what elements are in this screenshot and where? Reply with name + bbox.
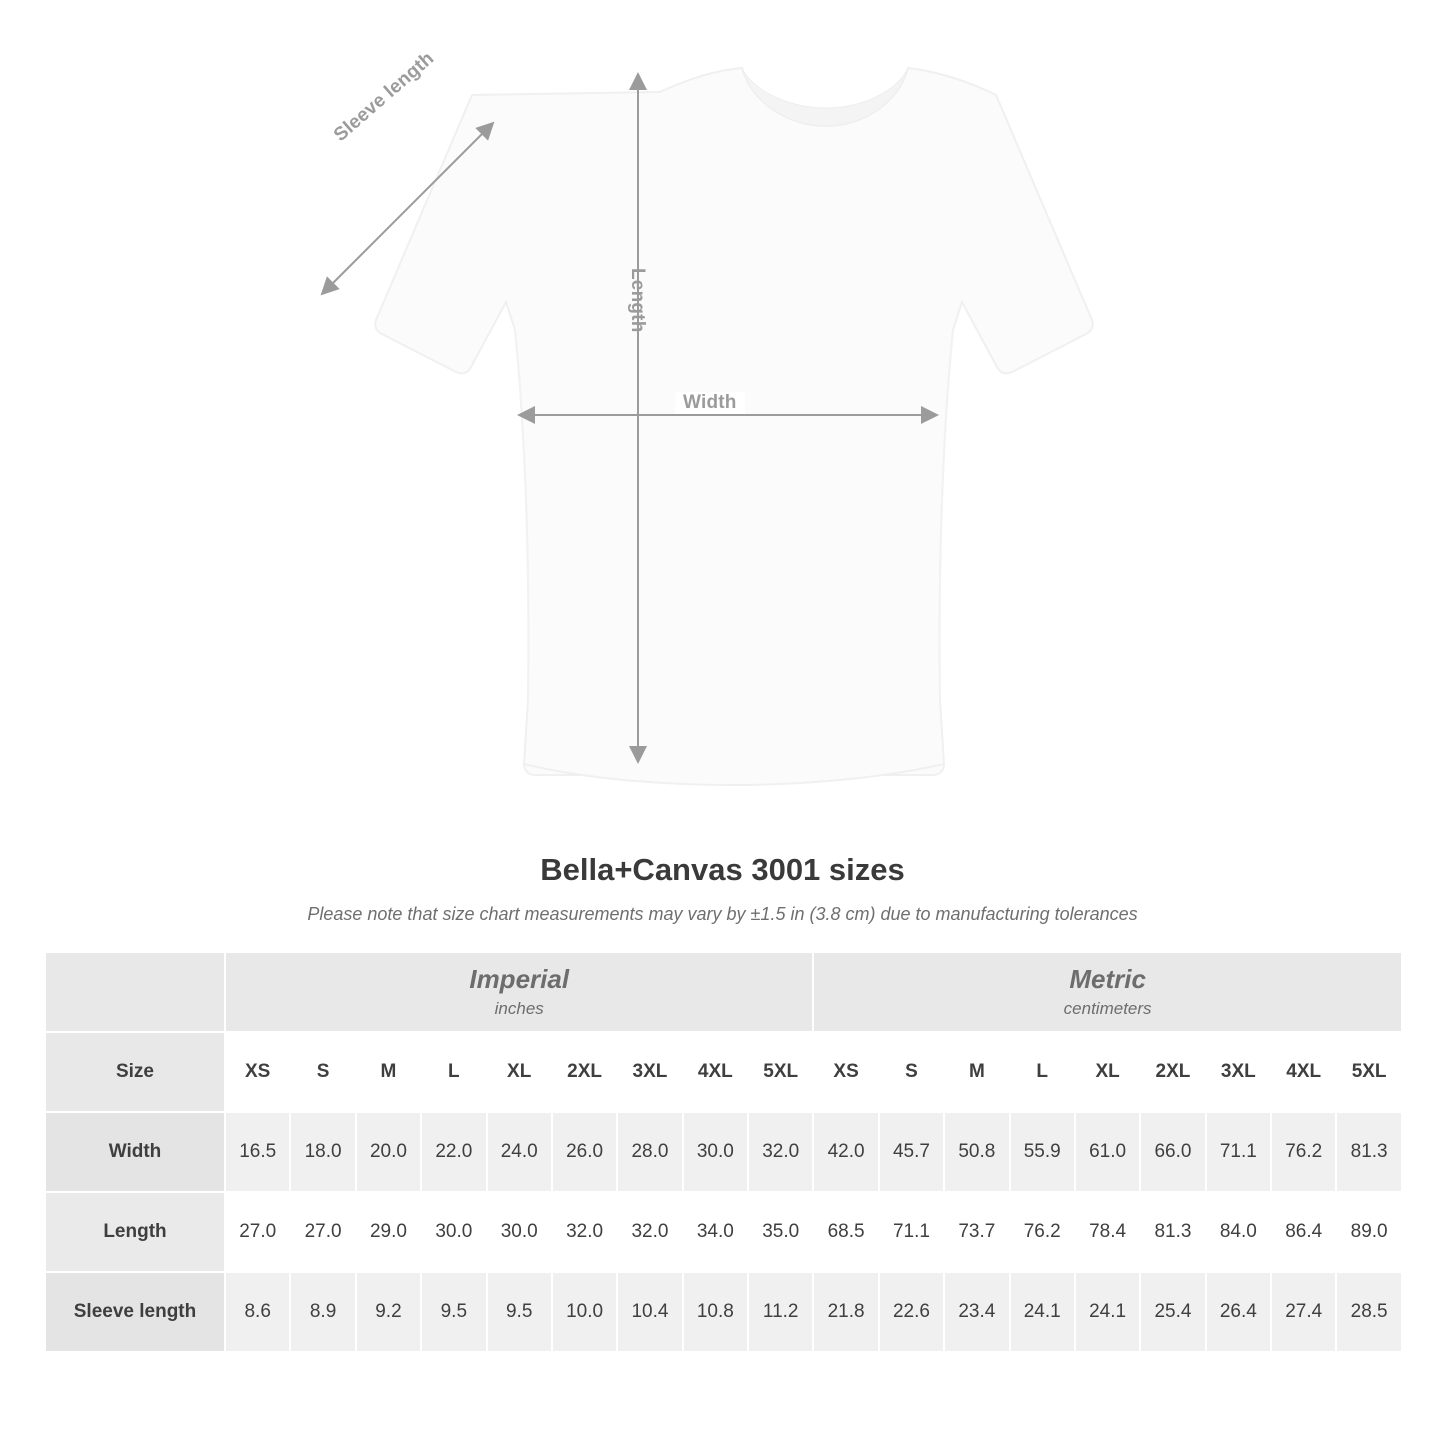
size-table-wrapper: [44, 951, 1401, 1353]
measurement-cell: 18.0: [290, 1112, 355, 1192]
measurement-cell: 22.0: [421, 1112, 486, 1192]
measurement-cell: 76.2: [1271, 1112, 1336, 1192]
measurement-cell: 55.9: [1010, 1112, 1075, 1192]
measurement-cell: 10.8: [683, 1272, 748, 1352]
measurement-cell: 86.4: [1271, 1192, 1336, 1272]
measurement-cell: 29.0: [356, 1192, 421, 1272]
measurement-cell: 71.1: [1206, 1112, 1271, 1192]
measurement-cell: 11.2: [748, 1272, 813, 1352]
measurement-cell: 30.0: [683, 1112, 748, 1192]
measurement-cell: 61.0: [1075, 1112, 1140, 1192]
measurement-cell: 28.0: [617, 1112, 682, 1192]
width-label: Width: [675, 392, 745, 414]
measurement-cell: 20.0: [356, 1112, 421, 1192]
measurement-cell: 35.0: [748, 1192, 813, 1272]
measurement-cell: 22.6: [879, 1272, 944, 1352]
unit-header-row: [45, 952, 1402, 1032]
size-column-header: 4XL: [683, 1032, 748, 1112]
size-row-header: Size: [45, 1032, 225, 1112]
length-label: Length: [627, 268, 648, 333]
measurement-cell: 78.4: [1075, 1192, 1140, 1272]
measurement-cell: 89.0: [1336, 1192, 1401, 1272]
measurement-cell: 68.5: [813, 1192, 878, 1272]
measurement-cell: 10.4: [617, 1272, 682, 1352]
measurement-cell: 32.0: [552, 1192, 617, 1272]
measurement-cell: 34.0: [683, 1192, 748, 1272]
measurement-cell: 71.1: [879, 1192, 944, 1272]
measurement-cell: 9.5: [421, 1272, 486, 1352]
measurement-cell: 66.0: [1140, 1112, 1205, 1192]
measurement-cell: 8.6: [225, 1272, 290, 1352]
title-block: [0, 852, 1445, 925]
unit-group-imperial-sub: inches: [494, 998, 544, 1018]
size-column-header: 3XL: [617, 1032, 682, 1112]
size-column-header: L: [421, 1032, 486, 1112]
measurement-cell: 73.7: [944, 1192, 1009, 1272]
unit-group-metric-sub: centimeters: [1063, 998, 1152, 1018]
unit-group-metric: [813, 952, 1401, 1032]
measurement-cell: 27.0: [290, 1192, 355, 1272]
measurement-cell: 42.0: [813, 1112, 878, 1192]
unit-group-imperial-name: Imperial: [469, 964, 570, 994]
measurement-cell: 32.0: [748, 1112, 813, 1192]
table-row: [45, 1192, 1402, 1272]
measurement-row-header: Sleeve length: [45, 1272, 225, 1352]
measurement-cell: 81.3: [1140, 1192, 1205, 1272]
measurement-row-header: Length: [45, 1192, 225, 1272]
measurement-cell: 9.2: [356, 1272, 421, 1352]
size-column-header: XS: [225, 1032, 290, 1112]
measurement-cell: 16.5: [225, 1112, 290, 1192]
size-column-header: XL: [487, 1032, 552, 1112]
measurement-cell: 26.0: [552, 1112, 617, 1192]
measurement-cell: 30.0: [487, 1192, 552, 1272]
unit-group-metric-name: Metric: [1069, 964, 1146, 994]
size-column-header: 5XL: [748, 1032, 813, 1112]
size-column-header: 3XL: [1206, 1032, 1271, 1112]
tshirt-shape: [375, 68, 1093, 785]
page-title: Bella+Canvas 3001 sizes: [540, 852, 905, 887]
sleeve-length-label: Sleeve length: [330, 47, 439, 146]
size-table-body: [45, 1112, 1402, 1352]
measurement-cell: 76.2: [1010, 1192, 1075, 1272]
measurement-cell: 25.4: [1140, 1272, 1205, 1352]
size-column-header: S: [879, 1032, 944, 1112]
size-column-header: M: [944, 1032, 1009, 1112]
measurement-cell: 26.4: [1206, 1272, 1271, 1352]
table-row: [45, 1112, 1402, 1192]
size-column-header: L: [1010, 1032, 1075, 1112]
measurement-cell: 30.0: [421, 1192, 486, 1272]
measurement-cell: 27.0: [225, 1192, 290, 1272]
measurement-cell: 32.0: [617, 1192, 682, 1272]
unit-header-corner: [45, 952, 225, 1032]
measurement-cell: 21.8: [813, 1272, 878, 1352]
size-column-header: 2XL: [552, 1032, 617, 1112]
size-column-header: XL: [1075, 1032, 1140, 1112]
measurement-cell: 24.0: [487, 1112, 552, 1192]
size-column-header: S: [290, 1032, 355, 1112]
size-table: [44, 951, 1403, 1353]
size-column-header: M: [356, 1032, 421, 1112]
measurement-cell: 24.1: [1010, 1272, 1075, 1352]
measurement-row-header: Width: [45, 1112, 225, 1192]
measurement-cell: 27.4: [1271, 1272, 1336, 1352]
size-column-header: 2XL: [1140, 1032, 1205, 1112]
size-column-header: 5XL: [1336, 1032, 1401, 1112]
tolerance-note: Please note that size chart measurements may vary by ±1.5 in (3.8 cm) due to manufacturing tolerances: [307, 904, 1138, 924]
measurement-cell: 9.5: [487, 1272, 552, 1352]
size-header-row: [45, 1032, 1402, 1112]
size-column-header: 4XL: [1271, 1032, 1336, 1112]
measurement-cell: 24.1: [1075, 1272, 1140, 1352]
measurement-cell: 28.5: [1336, 1272, 1401, 1352]
measurement-cell: 84.0: [1206, 1192, 1271, 1272]
measurement-cell: 10.0: [552, 1272, 617, 1352]
unit-group-imperial: [225, 952, 813, 1032]
measurement-cell: 23.4: [944, 1272, 1009, 1352]
measurement-cell: 50.8: [944, 1112, 1009, 1192]
size-column-header: XS: [813, 1032, 878, 1112]
measurement-cell: 8.9: [290, 1272, 355, 1352]
table-row: [45, 1272, 1402, 1352]
measurement-cell: 81.3: [1336, 1112, 1401, 1192]
measurement-cell: 45.7: [879, 1112, 944, 1192]
